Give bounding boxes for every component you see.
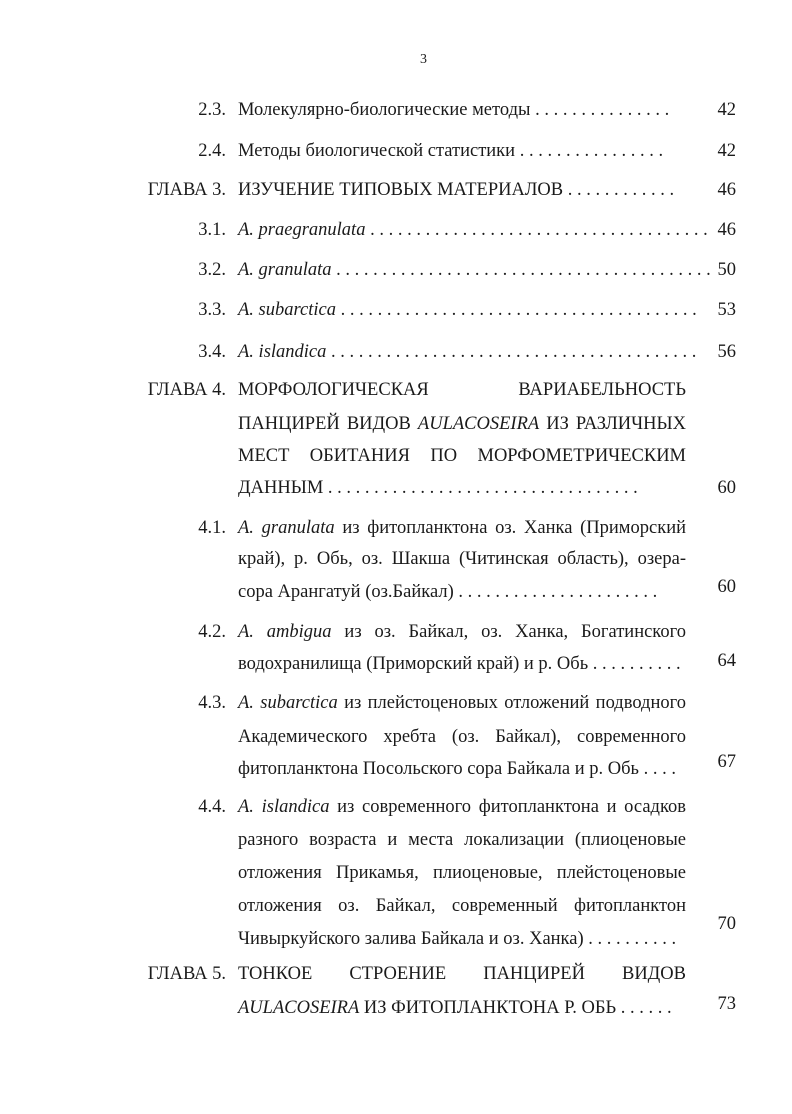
entry-title-line: Академического хребта (оз. Байкал), современного xyxy=(238,727,686,747)
entry-page: 60 xyxy=(717,577,736,597)
entry-title-line: отложения оз. Байкал, современный фитопланктон xyxy=(238,896,686,916)
entry-page: 50 xyxy=(717,260,736,280)
entry-page: 42 xyxy=(717,141,736,161)
entry-title-line: край), р. Обь, оз. Шакша (Читинская область), озера- xyxy=(238,549,686,569)
entry-title-line: разного возраста и места локализации (плиоценовые xyxy=(238,830,686,850)
entry-title-line: A. islandica из современного фитопланктона и осадков xyxy=(238,797,686,817)
entry-title-line: фитопланктона Посольского сора Байкала и р. Обь . . . . xyxy=(238,759,676,779)
entry-number: 4.4. xyxy=(198,797,226,817)
entry-title-line: A. granulata из фитопланктона оз. Ханка (Приморский xyxy=(238,518,686,538)
entry-title: A. praegranulata . . . . . . . . . . . . . . . . . . . . . . . . . . . . . . . . . . . . . xyxy=(238,220,708,240)
entry-title-line: Чивыркуйского залива Байкала и оз. Ханка) . . . . . . . . . . xyxy=(238,929,677,949)
chapter-page: 46 xyxy=(717,180,736,200)
entry-title-line: A. ambigua из оз. Байкал, оз. Ханка, Богатинского xyxy=(238,622,686,642)
entry-number: 3.1. xyxy=(198,220,226,240)
entry-number: 2.3. xyxy=(198,100,226,120)
entry-title: A. islandica . . . . . . . . . . . . . . . . . . . . . . . . . . . . . . . . . . . . . . . . xyxy=(238,342,697,362)
chapter-title: ИЗУЧЕНИЕ ТИПОВЫХ МАТЕРИАЛОВ . . . . . . . . . . . . xyxy=(238,180,675,200)
entry-page: 42 xyxy=(717,100,736,120)
entry-title: A. granulata . . . . . . . . . . . . . . . . . . . . . . . . . . . . . . . . . . . . . . . . . xyxy=(238,260,711,280)
entry-title-line: A. subarctica из плейстоценовых отложений подводного xyxy=(238,693,686,713)
chapter-number: ГЛАВА 3. xyxy=(147,180,226,200)
entry-number: 2.4. xyxy=(198,141,226,161)
entry-number: 3.4. xyxy=(198,342,226,362)
entry-title: Методы биологической статистики . . . . . . . . . . . . . . . . xyxy=(238,141,664,161)
entry-number: 4.1. xyxy=(198,518,226,538)
entry-page: 70 xyxy=(717,914,736,934)
entry-title-line: водохранилища (Приморский край) и р. Обь . . . . . . . . . . xyxy=(238,654,681,674)
entry-number: 4.3. xyxy=(198,693,226,713)
entry-page: 67 xyxy=(717,752,736,772)
entry-number: 3.3. xyxy=(198,300,226,320)
chapter-title-line: МЕСТ ОБИТАНИЯ ПО МОРФОМЕТРИЧЕСКИМ xyxy=(238,446,686,466)
entry-number: 4.2. xyxy=(198,622,226,642)
entry-title-line: отложения Прикамья, плиоценовые, плейстоценовые xyxy=(238,863,686,883)
entry-title: A. subarctica . . . . . . . . . . . . . . . . . . . . . . . . . . . . . . . . . . . . . . . xyxy=(238,300,697,320)
entry-page: 53 xyxy=(717,300,736,320)
entry-number: 3.2. xyxy=(198,260,226,280)
chapter-title-line: ПАНЦИРЕЙ ВИДОВ AULACOSEIRA ИЗ РАЗЛИЧНЫХ xyxy=(238,414,686,434)
chapter-title-line: AULACOSEIRA ИЗ ФИТОПЛАНКТОНА Р. ОБЬ . . . . . . xyxy=(238,998,672,1018)
entry-page: 56 xyxy=(717,342,736,362)
chapter-page: 60 xyxy=(717,478,736,498)
entry-title: Молекулярно-биологические методы . . . . . . . . . . . . . . . xyxy=(238,100,670,120)
chapter-title-line: ДАННЫМ . . . . . . . . . . . . . . . . . . . . . . . . . . . . . . . . . . xyxy=(238,478,638,498)
entry-page: 64 xyxy=(717,651,736,671)
chapter-number: ГЛАВА 4. xyxy=(147,380,226,400)
chapter-title-line: ТОНКОЕ СТРОЕНИЕ ПАНЦИРЕЙ ВИДОВ xyxy=(238,964,686,984)
entry-page: 46 xyxy=(717,220,736,240)
chapter-title-line: МОРФОЛОГИЧЕСКАЯ ВАРИАБЕЛЬНОСТЬ xyxy=(238,380,686,400)
page-number: 3 xyxy=(420,52,427,67)
chapter-number: ГЛАВА 5. xyxy=(147,964,226,984)
chapter-page: 73 xyxy=(717,994,736,1014)
entry-title-line: сора Арангатуй (оз.Байкал) . . . . . . . . . . . . . . . . . . . . . . xyxy=(238,582,658,602)
